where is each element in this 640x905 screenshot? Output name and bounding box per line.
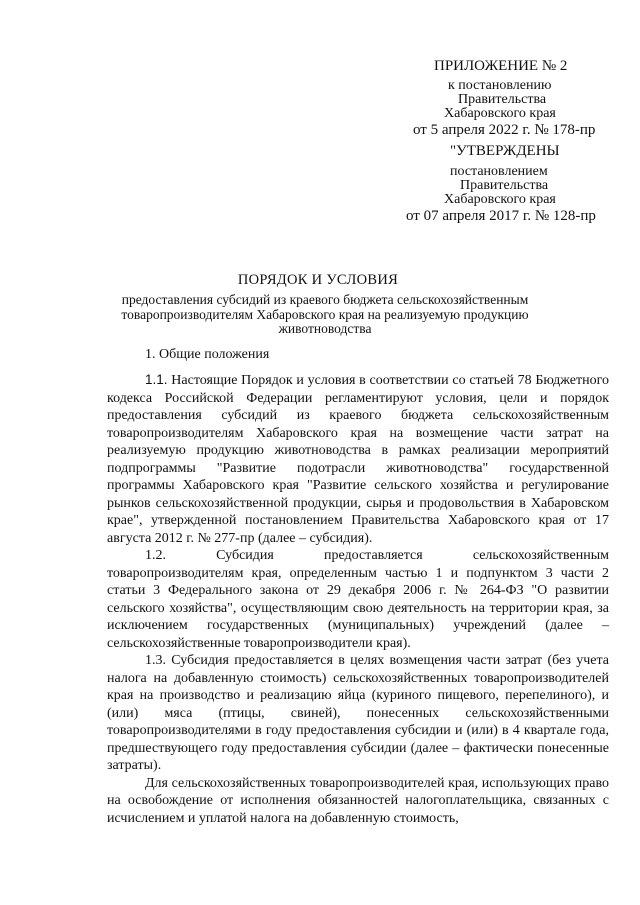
region-line-2: Хабаровского края	[444, 192, 556, 207]
approved-label: "УТВЕРЖДЕНЫ	[450, 143, 560, 159]
resolution-date-old: от 07 апреля 2017 г. № 128-пр	[406, 208, 596, 224]
paragraph-1-1	[107, 371, 609, 547]
to-resolution-line: к постановлению	[448, 78, 552, 93]
document-subtitle: предоставления субсидий из краевого бюджета сельскохозяйственным товаропроизводителям Хабаровского края на реализуемую продукцию животноводства	[121, 292, 529, 336]
paragraph-1-2: 1.2. Субсидия предоставляется сельскохозяйственным товаропроизводителям края, определенным частью 1 и подпунктом 3 части 2 статьи 3 Федерального закона от 29 декабря 2006 г. № 264-ФЗ "О развитии сельского хозяйства", осуществляющим свою деятельность на территории края, за исключением государственных (муниципальных) учреждений (далее – сельскохозяйственные товаропроизводители края).	[107, 548, 609, 651]
government-line: Правительства	[458, 92, 547, 107]
document-title: ПОРЯДОК И УСЛОВИЯ	[237, 272, 399, 288]
region-line: Хабаровского края	[444, 106, 556, 121]
resolution-line: постановлением	[450, 164, 548, 179]
paragraph-1-1-text: Настоящие Порядок и условия в соответствии со статьей 78 Бюджетного кодекса Российской Федерации регламентируют условия, цели и порядок предоставления субсидий из краевого бюджета сельскохозяйственным товаропроизводителям Хабаровского края на возмещение части затрат на реализуемую продукцию животноводства в рамках реализации мероприятий подпрограммы "Развитие подотрасли животноводства" государственной программы Хабаровского края "Развитие сельского хозяйства и регулирование рынков сельскохозяйственной продукции, сырья и продовольствия в Хабаровском крае", утвержденной постановлением Правительства Хабаровского края от 17 августа 2012 г. № 277-пр (далее – субсидия).	[107, 373, 610, 546]
paragraph-1-3: 1.3. Субсидия предоставляется в целях возмещения части затрат (без учета налога на добавленную стоимость) сельскохозяйственных товаропроизводителей края на производство и реализацию яйца (куриного пищевого, перепелиного), и (или) мяса (птицы, свиней), понесенных сельскохозяйственными товаропроизводителями в году предоставления субсидии и (или) в 4 квартале года, предшествующего году предоставления субсидии (далее – фактически понесенные затраты).	[107, 653, 609, 773]
paragraph-1-3-cont: Для сельскохозяйственных товаропроизводителей края, использующих право на освобождение от исполнения обязанностей налогоплательщика, связанных с исчислением и уплатой налога на добавленную стоимость,	[107, 775, 609, 826]
section-heading: 1. Общие положения	[145, 347, 270, 362]
document-body	[107, 371, 609, 827]
government-line-2: Правительства	[460, 178, 549, 193]
resolution-date-new: от 5 апреля 2022 г. № 178-пр	[413, 122, 596, 138]
appendix-label: ПРИЛОЖЕНИЕ № 2	[434, 58, 568, 74]
paragraph-number: 1.1.	[145, 372, 168, 387]
